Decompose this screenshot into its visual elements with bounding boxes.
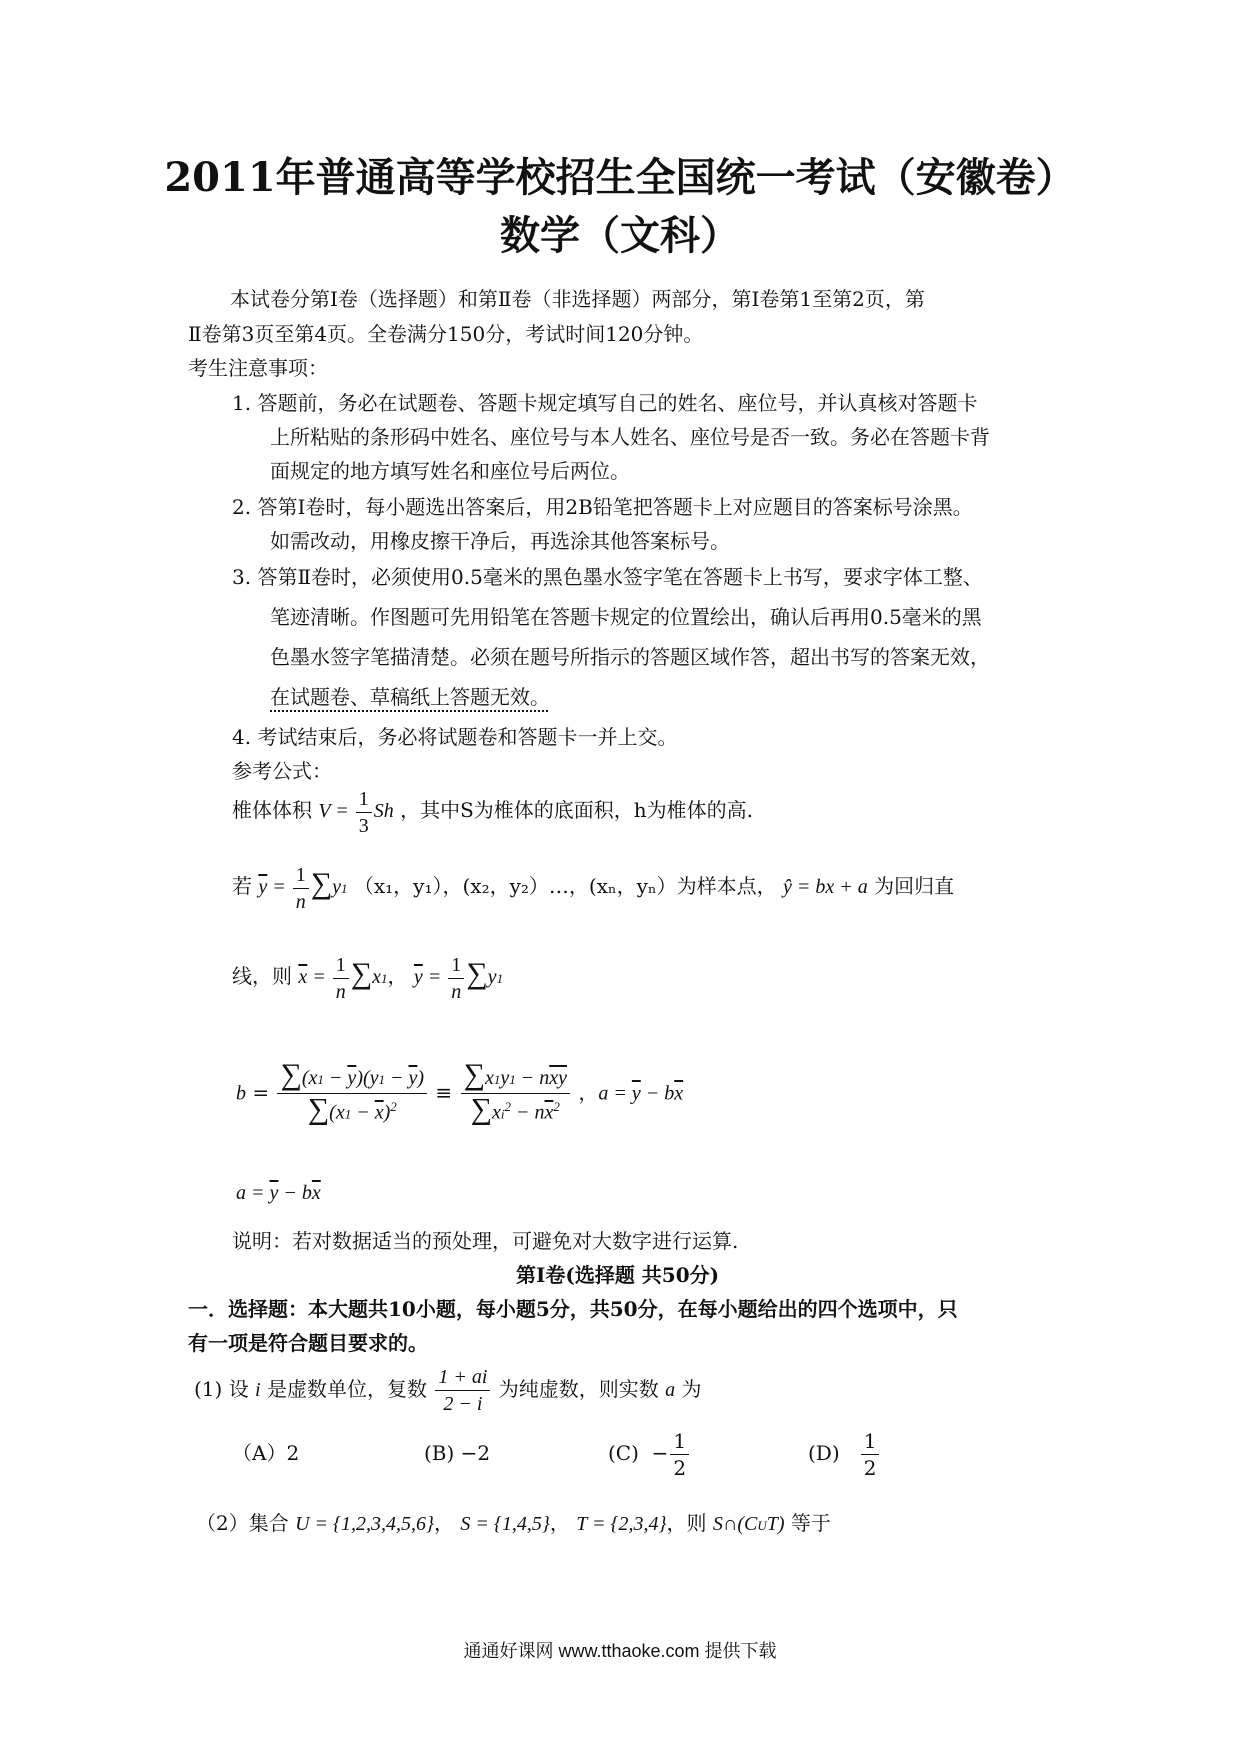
q1-option-c: (C) − $\frac{1}{2}$ (608, 1428, 691, 1481)
a-formula: $a = \overline{y} - b\overline{x}$ (236, 1182, 321, 1204)
notice-1-line-1: 1. 答题前，务必在试题卷、答题卡规定填写自己的姓名、座位号，并认真核对答题卡 (232, 391, 978, 415)
footer-source: 通通好课网 www.tthaoke.com 提供下载 (463, 1641, 777, 1661)
document-subtitle: 数学（文科） (500, 212, 740, 259)
cone-suffix: ，其中S为椎体的底面积，h为椎体的高. (400, 798, 754, 823)
b-formula: b = $\frac{\sum(x1 - \overline{y})(y1 - \overline{y})}{\sum(x1 - \overline{x})^2}$ ≡ $\frac{\sum x1y1 - n\overline{xy}}{\sum xi^2 - n\overline{x}^2}$ ，$a = \overline{y} - b\overline{x}$ (236, 1058, 684, 1126)
b-fraction-2: $\frac{\sum x1y1 - n\overline{xy}}{\sum xi^2 - n\overline{x}^2}$ (461, 1060, 570, 1128)
q1-option-b: (B) −2 (424, 1441, 491, 1465)
q1-prefix: (1) 设 (194, 1377, 249, 1401)
formula-note: 说明：若对数据适当的预处理，可避免对大数字进行运算. (232, 1229, 739, 1253)
notice-3-line-1: 3. 答第Ⅱ卷时，必须使用0.5毫米的黑色墨水签字笔在答题卡上书写，要求字体工整、 (232, 565, 983, 589)
part1-heading: 第Ⅰ卷(选择题 共50分) (516, 1263, 720, 1287)
line-prefix: 线，则 (232, 964, 292, 989)
notice-1-line-2: 上所粘贴的条形码中姓名、座位号与本人姓名、座位号是否一致。务必在答题卡背 (270, 425, 990, 449)
q2-t-set: T = {2,3,4} (576, 1513, 667, 1535)
q1-fraction: $\frac{1 + ai}{2 - i}$ (435, 1364, 490, 1417)
notice-1-line-3: 面规定的地方填写姓名和座位号后两位。 (270, 459, 630, 483)
means-formula-line: 线，则 $\overline{x}$ = $\frac{1}{n}$ ∑x1， $\overline{y}$ = $\frac{1}{n}$ ∑y1 (232, 954, 504, 1003)
q2-s-set: S = {1,4,5} (460, 1513, 550, 1535)
notice-3-line-4: 在试题卷、草稿纸上答题无效。 (270, 685, 550, 709)
regression-formula-line (232, 862, 954, 915)
q1-option-c-label: (C) (608, 1441, 639, 1465)
intro-line-1: 本试卷分第Ⅰ卷（选择题）和第Ⅱ卷（非选择题）两部分，第Ⅰ卷第1至第2页，第 (230, 287, 925, 311)
notice-4-line-1: 4. 考试结束后，务必将试题卷和答题卡一并上交。 (232, 725, 678, 749)
cone-volume-formula (232, 786, 753, 839)
notice-heading: 考生注意事项： (188, 356, 328, 380)
section1-line-2: 有一项是符合题目要求的。 (188, 1331, 428, 1355)
q1-option-d: (D) $\frac{1}{2}$ (808, 1428, 881, 1481)
q2-equals: 等于 (790, 1511, 831, 1535)
q2-then: ，则 (666, 1511, 707, 1535)
question-2: （2）集合 U = {1,2,3,4,5,6}， S = {1,4,5}， T = {2,3,4}，则 S∩(CUT) 等于 (196, 1511, 831, 1535)
q1-option-d-label: (D) (808, 1441, 840, 1465)
reg-points: （x₁，y₁），(x₂，y₂）…，(xₙ，yₙ）为样本点， (353, 874, 777, 899)
q2-u-set: U = {1,2,3,4,5,6} (295, 1513, 435, 1535)
q2-prefix: （2）集合 (196, 1511, 289, 1535)
notice-3-line-3: 色墨水签字笔描清楚。必须在题号所指示的答题区域作答，超出书写的答案无效， (270, 645, 990, 669)
cone-prefix: 椎体体积 (232, 798, 312, 823)
q2-expr: S∩(CUT) (712, 1513, 785, 1535)
q1-end: 为 (681, 1377, 702, 1401)
document-title: 2011年普通高等学校招生全国统一考试（安徽卷） (164, 154, 1076, 201)
x-bar-def: $\overline{x}$ = $\frac{1}{n}$ ∑x1 (298, 954, 388, 1003)
regression-equation: ŷ = bx + a (782, 876, 868, 899)
y-bar-def-2: $\overline{y}$ = $\frac{1}{n}$ ∑y1 (413, 954, 504, 1003)
b-fraction-1: $\frac{\sum(x1 - \overline{y})(y1 - \overline{y})}{\sum(x1 - \overline{x})^2}$ (277, 1060, 427, 1128)
formula-heading: 参考公式： (232, 759, 332, 783)
y-bar-def: $\overline{y}$ = $\frac{1}{n}$ ∑y1 (258, 864, 348, 913)
reg-prefix: 若 (232, 874, 252, 899)
section1-line-1: 一．选择题：本大题共10小题，每小题5分，共50分，在每小题给出的四个选项中，只 (188, 1297, 958, 1321)
reg-suffix: 为回归直 (874, 874, 955, 899)
intro-line-2: Ⅱ卷第3页至第4页。全卷满分150分，考试时间120分钟。 (188, 322, 704, 346)
question-1: (1) 设 i 是虚数单位，复数 $\frac{1 + ai}{2 - i}$ 为纯虚数，则实数 a 为 (194, 1366, 702, 1415)
notice-3-line-2: 笔迹清晰。作图题可先用铅笔在答题卡规定的位置绘出，确认后再用0.5毫米的黑 (270, 605, 982, 629)
q1-mid: 是虚数单位，复数 (266, 1377, 427, 1401)
notice-2-line-1: 2. 答第Ⅰ卷时，每小题选出答案后，用2B铅笔把答题卡上对应题目的答案标号涂黑。 (232, 495, 973, 519)
notice-2-line-2: 如需改动，用橡皮擦干净后，再选涂其他答案标号。 (270, 529, 730, 553)
q1-option-a: （A）2 (232, 1441, 300, 1465)
cone-equation: V = $\frac{1}{3}$ Sh (318, 788, 394, 837)
q1-suffix: 为纯虚数，则实数 (498, 1377, 659, 1401)
